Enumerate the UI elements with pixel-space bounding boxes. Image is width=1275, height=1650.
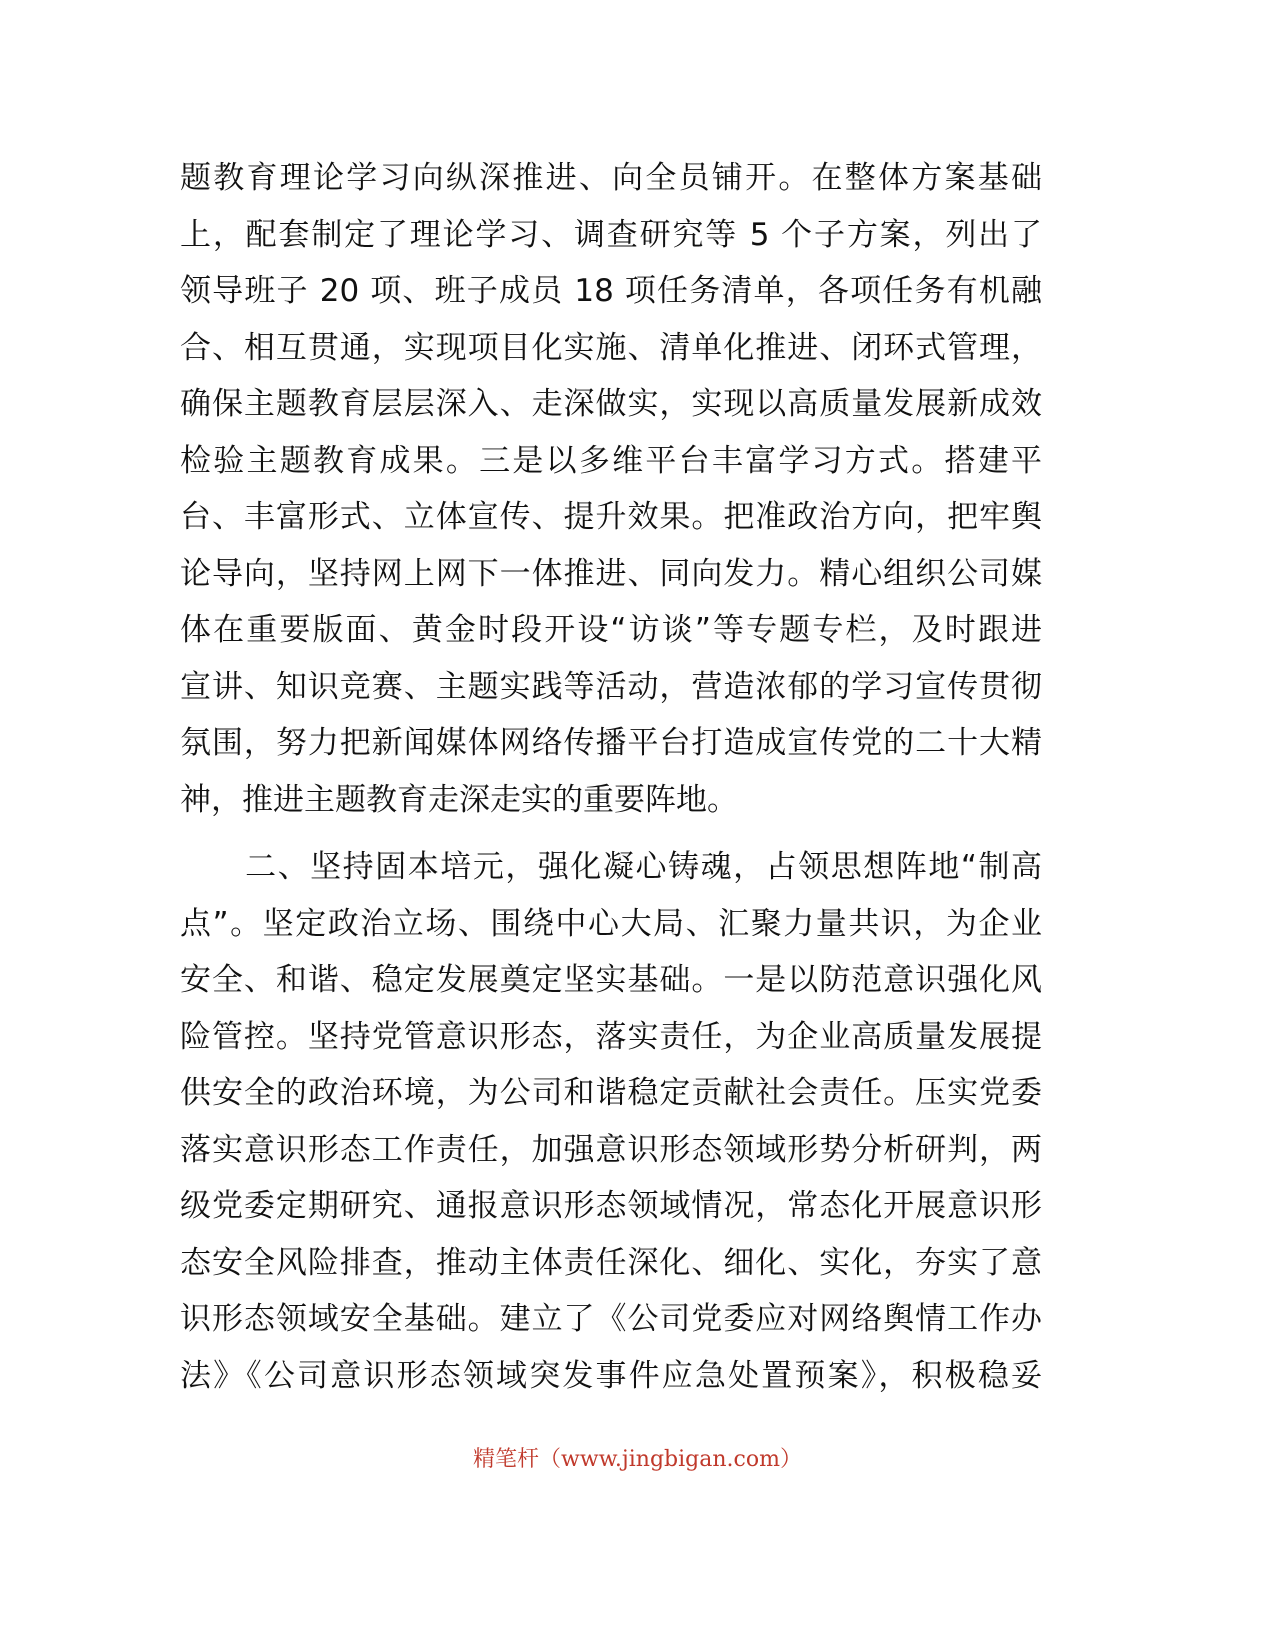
paragraph-2-line: 二、坚持固本培元，强化凝心铸魂，占领思想阵地“制高 bbox=[180, 849, 1042, 885]
paragraph-1-line: 合、相互贯通，实现项目化实施、清单化推进、闭环式管理， bbox=[180, 329, 1042, 366]
paragraph-1-line: 领导班子 20 项、班子成员 18 项任务清单，各项任务有机融 bbox=[180, 273, 1042, 309]
paragraph-1-line: 宣讲、知识竞赛、主题实践等活动，营造浓郁的学习宣传贯彻 bbox=[180, 668, 1042, 705]
paragraph-2-line: 险管控。坚持党管意识形态，落实责任，为企业高质量发展提 bbox=[180, 1018, 1042, 1055]
paragraph-1-line: 上，配套制定了理论学习、调查研究等 5 个子方案，列出了 bbox=[180, 216, 1042, 253]
paragraph-1-line: 论导向，坚持网上网下一体推进、同向发力。精心组织公司媒 bbox=[180, 555, 1042, 592]
paragraph-2-line: 落实意识形态工作责任，加强意识形态领域形势分析研判，两 bbox=[180, 1131, 1042, 1168]
footer-watermark-text: 精笔杆（www.jingbigan.com） bbox=[473, 1447, 802, 1472]
paragraph-2-line: 安全、和谐、稳定发展奠定坚实基础。一是以防范意识强化风 bbox=[180, 962, 1042, 998]
paragraph-2-line: 识形态领域安全基础。建立了《公司党委应对网络舆情工作办 bbox=[180, 1301, 1042, 1337]
paragraph-2-line: 点”。坚定政治立场、围绕中心大局、汇聚力量共识，为企业 bbox=[180, 905, 1042, 942]
paragraph-2-line: 级党委定期研究、通报意识形态领域情况，常态化开展意识形 bbox=[180, 1188, 1042, 1224]
paragraph-gap bbox=[180, 828, 1042, 839]
paragraph-2-line: 法》《公司意识形态领域突发事件应急处置预案》，积极稳妥 bbox=[180, 1357, 1042, 1394]
paragraph-2-line: 供安全的政治环境，为公司和谐稳定贡献社会责任。压实党委 bbox=[180, 1075, 1042, 1111]
paragraph-2-line: 态安全风险排查，推动主体责任深化、细化、实化，夯实了意 bbox=[180, 1244, 1042, 1281]
paragraph-1-line: 体在重要版面、黄金时段开设“访谈”等专题专栏，及时跟进 bbox=[180, 612, 1042, 648]
paragraph-1-line: 氛围，努力把新闻媒体网络传播平台打造成宣传党的二十大精 bbox=[180, 725, 1042, 761]
body-text bbox=[180, 150, 1042, 1404]
paragraph-1-line: 题教育理论学习向纵深推进、向全员铺开。在整体方案基础 bbox=[180, 160, 1042, 196]
paragraph-1-line: 神，推进主题教育走深走实的重要阵地。 bbox=[180, 781, 738, 818]
paragraph-1-line: 确保主题教育层层深入、走深做实，实现以高质量发展新成效 bbox=[180, 386, 1042, 422]
paragraph-1-line: 台、丰富形式、立体宣传、提升效果。把准政治方向，把牢舆 bbox=[180, 499, 1042, 535]
paragraph-1-line: 检验主题教育成果。三是以多维平台丰富学习方式。搭建平 bbox=[180, 442, 1042, 479]
